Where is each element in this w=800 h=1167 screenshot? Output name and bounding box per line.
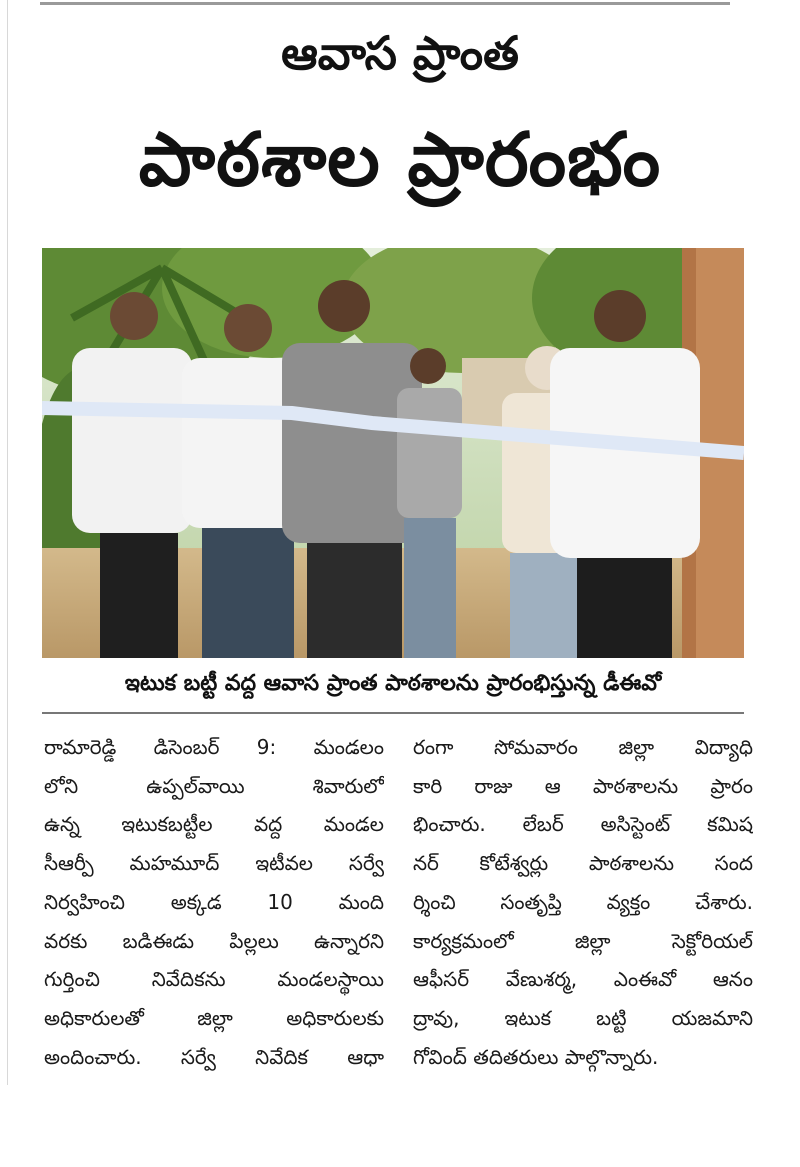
column-line: నిర్వహించి అక్కడ 10 మంది xyxy=(44,889,384,914)
photo-caption: ఇటుక బట్టీ వద్ద ఆవాస ప్రాంత పాఠశాలను ప్రారంభిస్తున్న డీఈవో xyxy=(124,671,662,696)
column-line: వరకు బడిఈడు పిల్లలు ఉన్నారని xyxy=(44,928,384,953)
column-line: ఆఫీసర్ వేణుశర్మ, ఎంఈవో ఆనం xyxy=(413,967,753,992)
top-rule xyxy=(40,2,730,5)
column-line: అధికారులతో జిల్లా అధికారులకు xyxy=(44,1005,384,1030)
column-line: లోని ఉప్పల్‌వాయి శివారులో xyxy=(44,773,384,798)
column-line: గుర్తించి నివేదికను మండలస్థాయి xyxy=(44,967,384,992)
caption-divider xyxy=(42,712,744,714)
column-line: రంగా సోమవారం జిల్లా విద్యాధి xyxy=(413,735,753,759)
column-line: కార్యక్రమంలో జిల్లా సెక్టోరియల్ xyxy=(413,928,753,953)
news-photo xyxy=(42,248,744,658)
column-line: అందించారు. సర్వే నివేదిక ఆధా xyxy=(44,1044,384,1069)
column-line: ద్రావు, ఇటుక బట్టి యజమాని xyxy=(413,1005,753,1030)
column-line: ర్శించి సంతృప్తి వ్యక్తం చేశారు. xyxy=(413,889,753,914)
headline-kicker: ఆవాస ప్రాంత xyxy=(281,26,519,80)
column-line: ఉన్న ఇటుకబట్టీల వద్ద మండల xyxy=(44,812,384,837)
column-line: నర్ కోటేశ్వర్లు పాఠశాలను సంద xyxy=(413,851,753,876)
article-column-right xyxy=(413,728,753,1076)
column-line: రామారెడ్డి డిసెంబర్ 9: మండలం xyxy=(44,735,384,759)
column-line: సీఆర్పీ మహమూద్ ఇటీవల సర్వే xyxy=(44,851,384,876)
headline-main: పాఠశాల ప్రారంభం xyxy=(138,117,662,203)
article-column-left xyxy=(44,728,384,1076)
column-line: గోవింద్ తదితరులు పాల్గొన్నారు. xyxy=(413,1044,659,1069)
column-line: కారి రాజు ఆ పాఠశాలను ప్రారం xyxy=(413,773,753,798)
column-line: భించారు. లేబర్ అసిస్టెంట్ కమిష xyxy=(413,812,753,837)
